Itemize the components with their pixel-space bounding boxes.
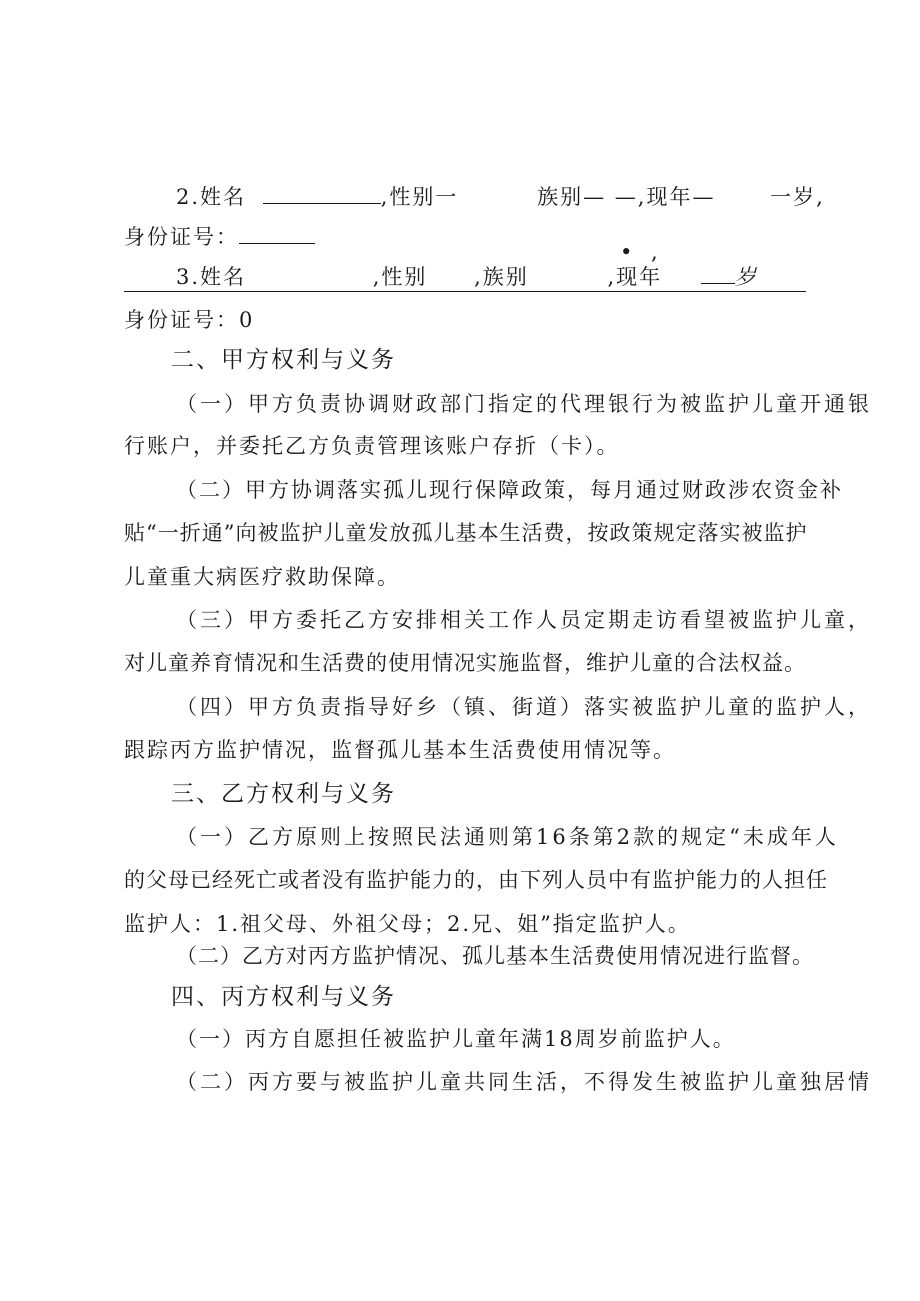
guardian-2-name-label: 2.姓名 xyxy=(176,185,247,209)
guardian-2-id-label: 身份证号： xyxy=(124,225,239,249)
guardian-3-name-label: 3.姓名 xyxy=(176,265,247,289)
guardian-2-id-field[interactable] xyxy=(239,225,315,244)
guardian-3-age-label: ,现年 xyxy=(607,265,663,289)
guardian-2-ethnicity-label: 族别— xyxy=(537,185,607,209)
guardian-2-age-unit: 一岁, xyxy=(770,185,825,209)
guardian-3-id-row: 身份证号：0 xyxy=(124,308,255,332)
section-4-heading: 四、丙方权利与义务 xyxy=(171,984,396,1010)
guardian-2-age-label: —,现年— xyxy=(614,185,716,209)
s3-p1-line3: 监护人：1.祖父母、外祖父母；2.兄、姐”指定监护人。 xyxy=(124,912,691,936)
s2-p4-line2: 跟踪丙方监护情况，监督孤儿基本生活费使用情况等。 xyxy=(124,738,676,762)
s2-p1-line2: 行账户，并委托乙方负责管理该账户存折（卡）。 xyxy=(124,434,620,458)
section-2-heading: 二、甲方权利与义务 xyxy=(171,347,396,373)
s4-p2: （二）丙方要与被监护儿童共同生活，不得发生被监护儿童独居情 xyxy=(176,1070,872,1094)
guardian-3-ethnicity-label: ,族别 xyxy=(474,265,529,289)
guardian-2-name-field[interactable] xyxy=(263,185,381,204)
guardian-2-gender-label: ,性别一 xyxy=(380,185,459,209)
guardian-2-row xyxy=(176,183,825,211)
s2-p2-line3: 儿童重大病医疗救助保障。 xyxy=(124,565,400,589)
s2-p3-line2: 对儿童养育情况和生活费的使用情况实施监督，维护儿童的合法权益。 xyxy=(124,651,806,675)
guardian-3-gender-label: ,性别 xyxy=(372,265,428,289)
row-underline xyxy=(124,291,806,292)
s3-p1-line1: （一）乙方原则上按照民法通则第16条第2款的规定“未成年人 xyxy=(176,825,839,849)
guardian-3-age-field[interactable] xyxy=(701,265,735,284)
s2-p4-line1: （四）甲方负责指导好乡（镇、街道）落实被监护儿童的监护人， xyxy=(176,695,872,719)
s3-p2: （二）乙方对丙方监护情况、孤儿基本生活费使用情况进行监督。 xyxy=(176,944,814,968)
guardian-3-age-unit: 岁 xyxy=(734,265,758,289)
s3-p1-line2: 的父母已经死亡或者没有监护能力的，由下列人员中有监护能力的人担任 xyxy=(124,868,828,892)
s2-p2-line1: （二）甲方协调落实孤儿现行保障政策，每月通过财政涉农资金补 xyxy=(176,478,843,502)
guardian-3-row xyxy=(176,263,816,291)
section-3-heading: 三、乙方权利与义务 xyxy=(171,781,396,807)
guardian-2-id-row xyxy=(124,223,315,251)
stray-marks: • , xyxy=(620,240,664,264)
s2-p3-line1: （三）甲方委托乙方安排相关工作人员定期走访看望被监护儿童， xyxy=(176,608,872,632)
s2-p1-line1: （一）甲方负责协调财政部门指定的代理银行为被监护儿童开通银 xyxy=(176,392,872,416)
s4-p1: （一）丙方自愿担任被监护儿童年满18周岁前监护人。 xyxy=(176,1027,736,1051)
s2-p2-line2: 贴“一折通”向被监护儿童发放孤儿基本生活费，按政策规定落实被监护 xyxy=(124,521,808,545)
